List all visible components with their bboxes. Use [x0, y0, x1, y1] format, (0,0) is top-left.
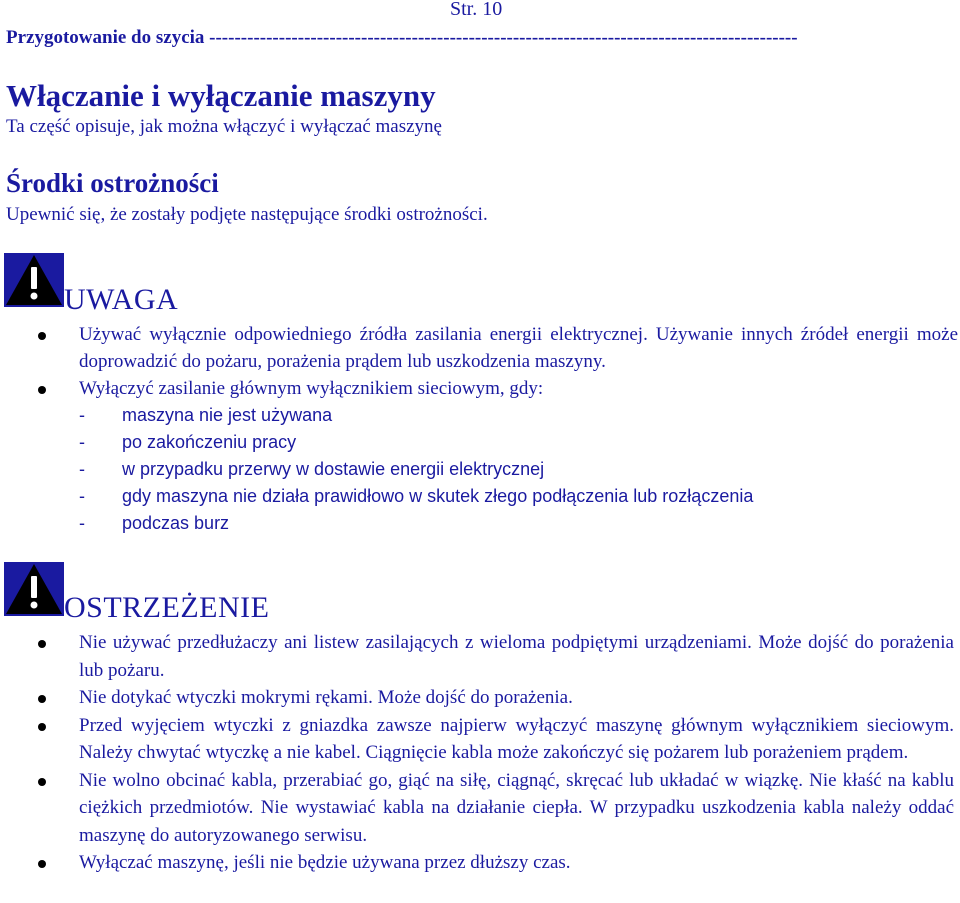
caution-list — [38, 321, 958, 537]
bullet-icon — [38, 723, 46, 731]
warning-title: OSTRZEŻENIE — [64, 591, 270, 624]
caution-item: Używać wyłącznie odpowiedniego źródła zasilania energii elektrycznej. Używanie innych źródeł energii może doprowadzić do pożaru, porażenia prądem lub uszkodzenia maszyny. — [38, 321, 958, 375]
warning-item: Nie wolno obcinać kabla, przerabiać go, giąć na siłę, ciągnąć, skręcać lub układać w wiązkę. Nie kłaść na kablu ciężkich przedmiotów. Nie wystawiać kabla na działanie ciepła. W przypadku uszkodzenia kabla należy oddać maszynę do autoryzowanego serwisu. — [38, 767, 958, 850]
caution-sub-item: - po zakończeniu pracy — [79, 432, 297, 452]
warning-item: Nie dotykać wtyczki mokrymi rękami. Może dojść do porażenia. — [38, 684, 958, 712]
intro-text: Ta część opisuje, jak można włączyć i wyłączać maszynę — [6, 116, 442, 137]
caution-sub-item: - gdy maszyna nie działa prawidłowo w skutek złego podłączenia lub rozłączenia — [79, 486, 754, 506]
precautions-heading: Środki ostrożności — [6, 168, 219, 198]
warning-triangle-icon — [4, 562, 64, 616]
warning-list — [38, 629, 958, 877]
caution-sub-item: - podczas burz — [79, 513, 230, 533]
bullet-icon — [38, 778, 46, 786]
caution-sub-item: - w przypadku przerwy w dostawie energii elektrycznej — [79, 459, 545, 479]
bullet-icon — [38, 860, 46, 868]
caution-sub-item: - maszyna nie jest używana — [79, 405, 333, 425]
page-number: Str. 10 — [450, 0, 503, 20]
warning-item: Nie używać przedłużaczy ani listew zasilających z wieloma podpiętymi urządzeniami. Może dojść do porażenia lub pożaru. — [38, 629, 958, 684]
warning-item: Przed wyjęciem wtyczki z gniazdka zawsze najpierw wyłączyć maszynę głównym wyłącznikiem sieciowym. Należy chwytać wtyczkę a nie kabel. Ciągnięcie kabla może zakończyć się pożarem lub porażeniem prądem. — [38, 712, 958, 767]
precautions-text: Upewnić się, że zostały podjęte następujące środki ostrożności. — [6, 204, 488, 225]
bullet-icon — [38, 695, 46, 703]
section-header: Przygotowanie do szycia --------------------------------------------------------------------------------------------- — [6, 27, 798, 48]
caution-item: Wyłączyć zasilanie głównym wyłącznikiem sieciowym, gdy: - maszyna nie jest używana - po zakończeniu pracy - w przypadku przerwy w dostawie energii elektrycznej - gdy maszyna nie działa prawidłowo w skutek złego podłączenia lub rozłączenia - podczas burz — [38, 375, 958, 537]
page-title: Włączanie i wyłączanie maszyny — [6, 78, 436, 113]
bullet-icon — [38, 640, 46, 648]
warning-item: Wyłączać maszynę, jeśli nie będzie używana przez dłuższy czas. — [38, 849, 958, 877]
caution-sub-list — [79, 402, 958, 537]
warning-triangle-icon — [4, 253, 64, 307]
bullet-icon — [38, 386, 46, 394]
caution-title: UWAGA — [64, 283, 179, 316]
bullet-icon — [38, 332, 46, 340]
